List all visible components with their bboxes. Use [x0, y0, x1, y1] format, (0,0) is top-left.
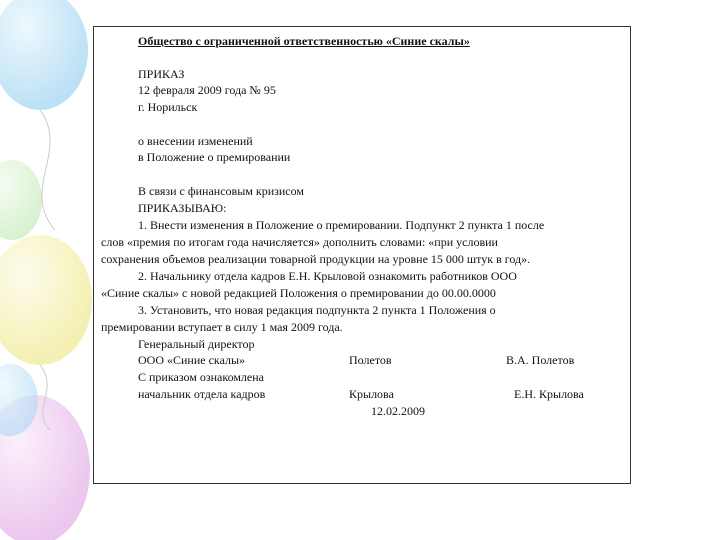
order-item-2-line: «Синие скалы» с новой редакцией Положения о премировании до 00.00.0000 — [101, 286, 496, 300]
director-title: Генеральный директор — [138, 337, 255, 351]
order-item-3-line: премировании вступает в силу 1 мая 2009 года. — [101, 320, 343, 334]
date-and-number: 12 февраля 2009 года № 95 — [138, 83, 276, 97]
subject-line: о внесении изменений — [138, 134, 253, 148]
balloon-green — [0, 160, 42, 240]
director-company: ООО «Синие скалы» — [138, 353, 246, 367]
acknowledgement-label: С приказом ознакомлена — [138, 370, 264, 384]
balloon-blue — [0, 0, 88, 110]
order-item-1-line: 1. Внести изменения в Положение о премировании. Подпункт 2 пункта 1 после — [138, 218, 545, 232]
order-item-2-line: 2. Начальнику отдела кадров Е.Н. Крыловой ознакомить работников ООО — [138, 269, 517, 283]
subject-line: в Положение о премировании — [138, 150, 291, 164]
order-item-3-line: 3. Установить, что новая редакция подпункта 2 пункта 1 Положения о — [138, 303, 496, 317]
director-name: В.А. Полетов — [506, 353, 575, 367]
hr-head-name: Е.Н. Крылова — [514, 387, 584, 401]
preamble: В связи с финансовым кризисом — [138, 184, 304, 198]
acknowledgement-date: 12.02.2009 — [371, 404, 425, 418]
document-type: ПРИКАЗ — [138, 67, 185, 81]
order-item-1-line: слов «премия по итогам года начисляется» дополнить словами: «при условии — [101, 235, 498, 249]
order-item-1-line: сохранения объемов реализации товарной продукции на уровне 15 000 штук в год». — [101, 252, 531, 266]
order-document — [93, 26, 631, 484]
balloon-string — [40, 110, 55, 230]
order-word: ПРИКАЗЫВАЮ: — [138, 201, 227, 215]
balloon-yellow — [0, 235, 92, 365]
director-signature: Полетов — [349, 353, 392, 367]
hr-head-signature: Крылова — [349, 387, 394, 401]
hr-head-title: начальник отдела кадров — [138, 387, 266, 401]
city: г. Норильск — [138, 100, 198, 114]
company-name: Общество с ограниченной ответственностью «Синие скалы» — [138, 34, 470, 48]
